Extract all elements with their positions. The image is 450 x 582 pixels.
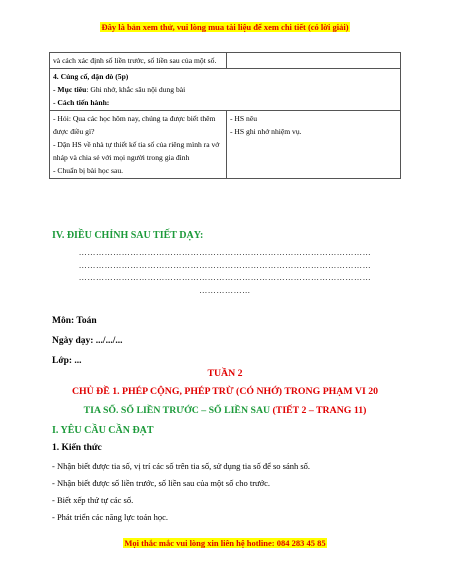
adjustment-heading: IV. ĐIỀU CHỈNH SAU TIẾT DẠY: (52, 230, 204, 241)
lesson-period: (TIẾT 2 – TRANG 11) (270, 405, 367, 416)
hotline-banner-text: Mọi thắc mắc vui lòng xin liên hệ hotline: 084 283 45 85 (124, 538, 326, 548)
table-cell (227, 53, 401, 69)
dotted-line: ………………………………………………………………………………………… (78, 273, 372, 282)
goal-label: - Mục tiêu (53, 85, 87, 94)
class-label: Lớp: ... (52, 356, 82, 366)
activity-method: - Cách tiến hành: (53, 98, 110, 107)
lesson-title (0, 405, 450, 416)
cell-text: và cách xác định số liền trước, số liền sau của một số. (53, 56, 217, 65)
preview-banner-text: Đây là bản xem thử, vui lòng mua tài liệu để xem chi tiết (có lời giải) (101, 22, 349, 32)
activity-goal (53, 83, 397, 96)
list-item: - Phát triển các năng lực toán học. (52, 512, 169, 522)
lesson-activity-table (49, 52, 401, 179)
lesson-name: TIA SỐ. SỐ LIỀN TRƯỚC – SỐ LIỀN SAU (83, 405, 271, 416)
student-step: - HS nêu (230, 114, 257, 123)
date-label: Ngày dạy: .../.../... (52, 336, 123, 346)
table-cell (50, 69, 401, 111)
list-item: - Biết xếp thứ tự các số. (52, 495, 134, 505)
list-item: - Nhận biết được số liền trước, số liền sau của một số cho trước. (52, 478, 271, 488)
hotline-banner (0, 538, 450, 548)
knowledge-heading: 1. Kiến thức (52, 443, 102, 453)
dotted-line: ……………… (199, 285, 251, 295)
student-step: - HS ghi nhớ nhiệm vụ. (230, 127, 302, 136)
teacher-step: - Chuẩn bị bài học sau. (53, 166, 124, 175)
list-item: - Nhận biết được tia số, vị trí các số trên tia số, sử dụng tia số để so sánh số. (52, 461, 311, 471)
subject-label: Môn: Toán (52, 316, 97, 326)
table-cell (50, 53, 227, 69)
week-title: TUẦN 2 (207, 368, 243, 379)
goal-text: : Ghi nhớ, khắc sâu nội dung bài (86, 85, 186, 94)
table-cell (227, 111, 401, 179)
teacher-step: - Hỏi: Qua các học hôm nay, chúng ta được biết thêm được điều gì? (53, 114, 216, 136)
requirements-heading: I. YÊU CẦU CẦN ĐẠT (52, 425, 154, 436)
table-row (50, 53, 401, 69)
preview-banner (0, 22, 450, 32)
table-cell (50, 111, 227, 179)
dotted-line: ………………………………………………………………………………………… (78, 248, 372, 257)
activity-title: 4. Củng cố, dặn dò (5p) (53, 72, 129, 81)
teacher-step: - Dặn HS về nhà tự thiết kế tia số của riêng mình ra vở nháp và chia sẻ với mọi người trong gia đình (53, 140, 220, 162)
dotted-line: ………………………………………………………………………………………… (78, 260, 372, 270)
table-row (50, 69, 401, 111)
topic-title: CHỦ ĐỀ 1. PHÉP CỘNG, PHÉP TRỪ (CÓ NHỚ) TRONG PHẠM VI 20 (71, 386, 379, 397)
table-row (50, 111, 401, 179)
dotted-lines (52, 247, 398, 297)
